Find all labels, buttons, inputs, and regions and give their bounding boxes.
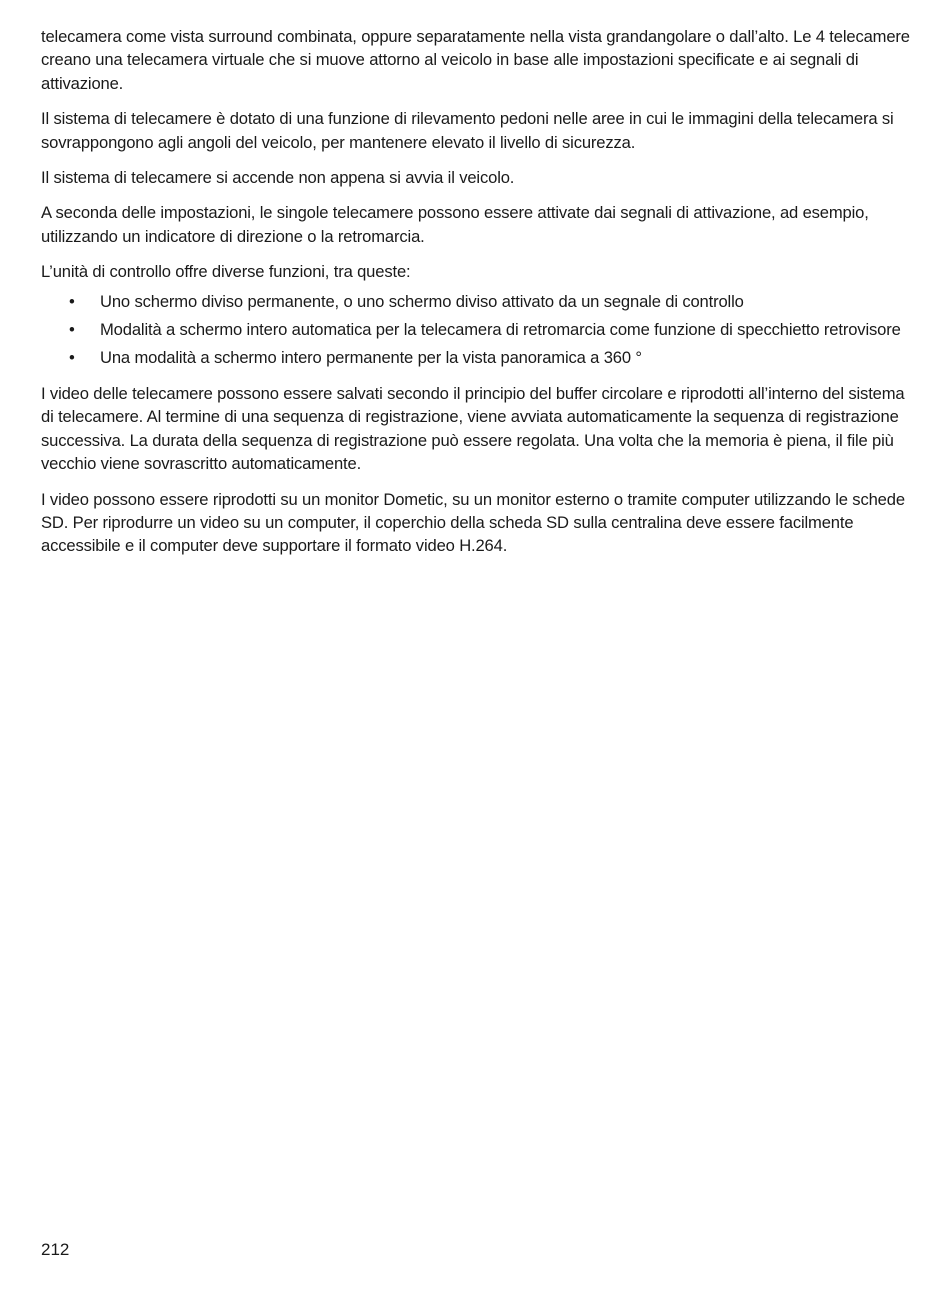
paragraph-system-startup: Il sistema di telecamere si accende non appena si avvia il veicolo.: [41, 168, 515, 188]
list-item: [41, 318, 913, 341]
list-item-text: Uno schermo diviso permanente, o uno schermo diviso attivato da un segnale di controllo: [100, 291, 744, 311]
paragraph-activation-signals: A seconda delle impostazioni, le singole telecamere possono essere attivate dai segnali di attivazione, ad esempio, utilizzando un indicatore di direzione o la retromarcia.: [41, 203, 869, 246]
page-content: [41, 25, 913, 570]
bullet-icon: •: [69, 320, 75, 340]
paragraph-video-recording: I video delle telecamere possono essere salvati secondo il principio del buffer circolare e riprodotti all’interno del sistema di telecamere. Al termine di una sequenza di registrazione, viene avviata automaticamente la sequenza di registrazione successiva. La durata della sequenza di registrazione può essere regolata. Una volta che la memoria è piena, il file più vecchio viene sovrascritto automaticamente.: [41, 383, 905, 474]
paragraph-control-unit-intro: L’unità di controllo offre diverse funzioni, tra queste:: [41, 262, 411, 282]
paragraph-surround-view: telecamera come vista surround combinata, oppure separatamente nella vista grandangolare o dall’alto. Le 4 telecamere creano una telecamera virtuale che si muove attorno al veicolo in base alle impostazioni specificate e ai segnali di attivazione.: [41, 27, 910, 93]
list-item-text: Una modalità a schermo intero permanente per la vista panoramica a 360 °: [100, 348, 642, 368]
list-item-text: Modalità a schermo intero automatica per la telecamera di retromarcia come funzione di specchietto retrovisore: [100, 320, 901, 340]
paragraph-pedestrian-detection: Il sistema di telecamere è dotato di una funzione di rilevamento pedoni nelle aree in cui le immagini della telecamera si sovrappongono agli angoli del veicolo, per mantenere elevato il livello di sicurezza.: [41, 109, 894, 152]
paragraph-video-playback: I video possono essere riprodotti su un monitor Dometic, su un monitor esterno o tramite computer utilizzando le schede SD. Per riprodurre un video su un computer, il coperchio della scheda SD sulla centralina deve essere facilmente accessibile e il computer deve supportare il formato video H.264.: [41, 489, 905, 556]
functions-list: [41, 290, 913, 370]
bullet-icon: •: [69, 291, 75, 311]
list-item: [41, 346, 913, 369]
bullet-icon: •: [69, 348, 75, 368]
page-number: 212: [41, 1240, 70, 1259]
list-item: [41, 290, 913, 313]
